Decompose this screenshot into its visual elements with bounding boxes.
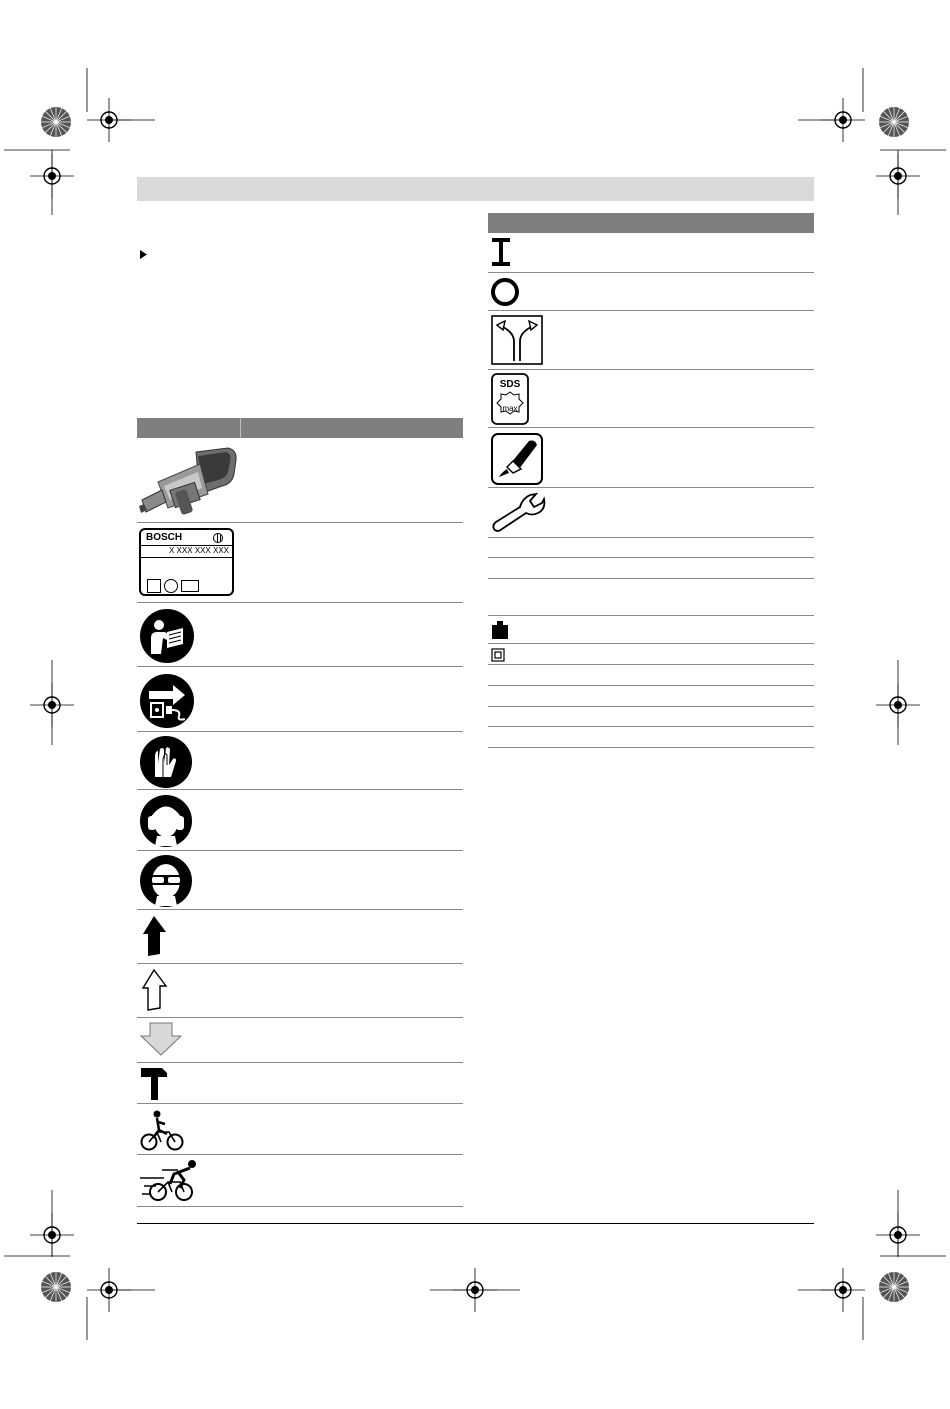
grease-tube-icon <box>491 433 543 485</box>
unplug-before-work-icon <box>139 673 195 729</box>
weight-icon <box>491 620 509 640</box>
left-row-rule <box>137 789 463 790</box>
switch-off-icon <box>490 277 520 307</box>
hammer-icon <box>140 1067 168 1101</box>
wear-eye-protection-icon <box>139 854 193 908</box>
left-row-rule <box>137 1103 463 1104</box>
right-row-rule <box>488 487 814 488</box>
sds-max-icon <box>491 373 529 425</box>
left-row-rule <box>137 850 463 851</box>
wear-gloves-icon <box>139 735 193 789</box>
right-row-rule <box>488 747 814 748</box>
right-row-rule <box>488 664 814 665</box>
right-row-rule <box>488 310 814 311</box>
right-row-rule <box>488 427 814 428</box>
plate-rect-symbol <box>181 580 199 592</box>
lift-light-arrow-icon <box>140 968 170 1012</box>
right-row-rule <box>488 578 814 579</box>
left-row-rule <box>137 602 463 603</box>
right-row-rule <box>488 615 814 616</box>
left-row-rule <box>137 1206 463 1207</box>
right-row-rule <box>488 643 814 644</box>
function-selector-icon <box>491 315 543 365</box>
type-plate-icon <box>139 528 234 596</box>
wear-ear-protection-icon <box>139 794 193 848</box>
down-arrow-icon <box>140 1022 182 1056</box>
switch-on-icon <box>490 238 514 266</box>
left-row-rule <box>137 963 463 964</box>
bullet-marker <box>140 250 147 259</box>
right-row-rule <box>488 272 814 273</box>
plate-square-symbol <box>147 579 161 593</box>
left-row-rule <box>137 666 463 667</box>
nameplate-serial: X XXX XXX XXX <box>168 546 229 555</box>
right-table-header <box>488 213 814 233</box>
left-row-rule <box>137 1017 463 1018</box>
right-row-rule <box>488 369 814 370</box>
left-row-rule <box>137 522 463 523</box>
globe-mark-icon <box>213 533 223 543</box>
right-row-rule <box>488 537 814 538</box>
left-row-rule <box>137 731 463 732</box>
max-label: max <box>502 404 518 413</box>
left-table-header-divider <box>240 418 241 438</box>
read-manual-icon <box>139 608 195 664</box>
cyclist-slow-icon <box>139 1108 185 1152</box>
left-row-rule <box>137 909 463 910</box>
protection-class-ii-icon <box>491 648 505 662</box>
page-header-bar <box>137 177 814 201</box>
right-row-rule <box>488 685 814 686</box>
right-row-rule <box>488 706 814 707</box>
left-row-rule <box>137 1154 463 1155</box>
footer-rule <box>137 1223 814 1224</box>
hammer-drill-product-image <box>138 442 238 522</box>
right-row-rule <box>488 726 814 727</box>
sds-label: SDS <box>499 379 521 390</box>
nameplate-brand: BOSCH <box>146 532 183 543</box>
lift-heavy-arrow-icon <box>140 914 170 958</box>
cyclist-fast-icon <box>138 1158 202 1204</box>
wrench-icon <box>490 491 552 535</box>
right-row-rule <box>488 557 814 558</box>
plate-circle-symbol <box>164 579 178 593</box>
left-row-rule <box>137 1062 463 1063</box>
left-table-header <box>137 418 463 438</box>
